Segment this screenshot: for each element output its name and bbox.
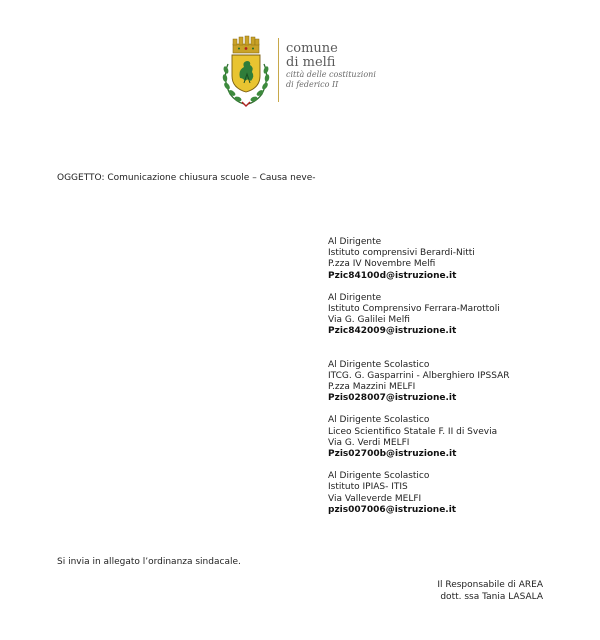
recipient-address: P.zza Mazzini MELFI [328,382,416,393]
recipient-email: Pzis02700b@istruzione.it [328,449,457,460]
letterhead-text [286,42,426,90]
closing-line: Si invia in allegato l’ordinanza sindacale. [57,557,241,567]
recipient-address: Via G. Verdi MELFI [328,437,410,448]
recipient-email: Pzic84100d@istruzione.it [328,270,457,281]
signature-name: dott. ssa Tania LASALA [440,591,543,602]
subject-line: OGGETTO: Comunicazione chiusura scuole – Causa neve- [57,173,316,183]
recipient-institute: Liceo Scientifico Statale F. II di Svevia [328,426,498,437]
recipient-title: Al Dirigente Scolastico [328,415,430,426]
recipient-title: Al Dirigente Scolastico [328,471,430,482]
signature-block [437,580,543,603]
signature-role: Il Responsabile di AREA [437,580,543,590]
recipient-address: P.zza IV Novembre Melfi [328,259,436,270]
letterhead-line-2: di melfi [286,55,336,70]
recipient-institute: Istituto Comprensivo Ferrara-Marottoli [328,304,500,315]
letterhead-line-1: comune [286,41,338,56]
recipient-address: Via Valleverde MELFI [328,493,422,504]
recipient-email: Pzic842009@istruzione.it [328,326,457,337]
recipient-email: pzis007006@istruzione.it [328,504,457,515]
recipient [328,415,588,460]
letterhead [218,34,418,114]
recipient-title: Al Dirigente Scolastico [328,359,430,370]
recipients-block [328,237,588,516]
recipient-email: Pzis028007@istruzione.it [328,393,457,404]
recipient [328,360,588,405]
letterhead-line-3: città delle costituzioni [286,70,376,79]
recipient-institute: Istituto comprensivi Berardi-Nitti [328,248,475,259]
recipient-title: Al Dirigente [328,292,382,303]
recipient-institute: ITCG. G. Gasparrini - Alberghiero IPSSAR [328,370,510,381]
recipient [328,237,588,282]
letterhead-line-4: di federico II [286,80,339,89]
recipient [328,293,588,338]
recipient-title: Al Dirigente [328,237,382,247]
letterhead-divider [278,38,279,102]
recipient-institute: Istituto IPIAS- ITIS [328,482,408,493]
recipient [328,471,588,516]
coat-of-arms-icon [218,34,274,108]
recipient-address: Via G. Galilei Melfi [328,315,410,326]
